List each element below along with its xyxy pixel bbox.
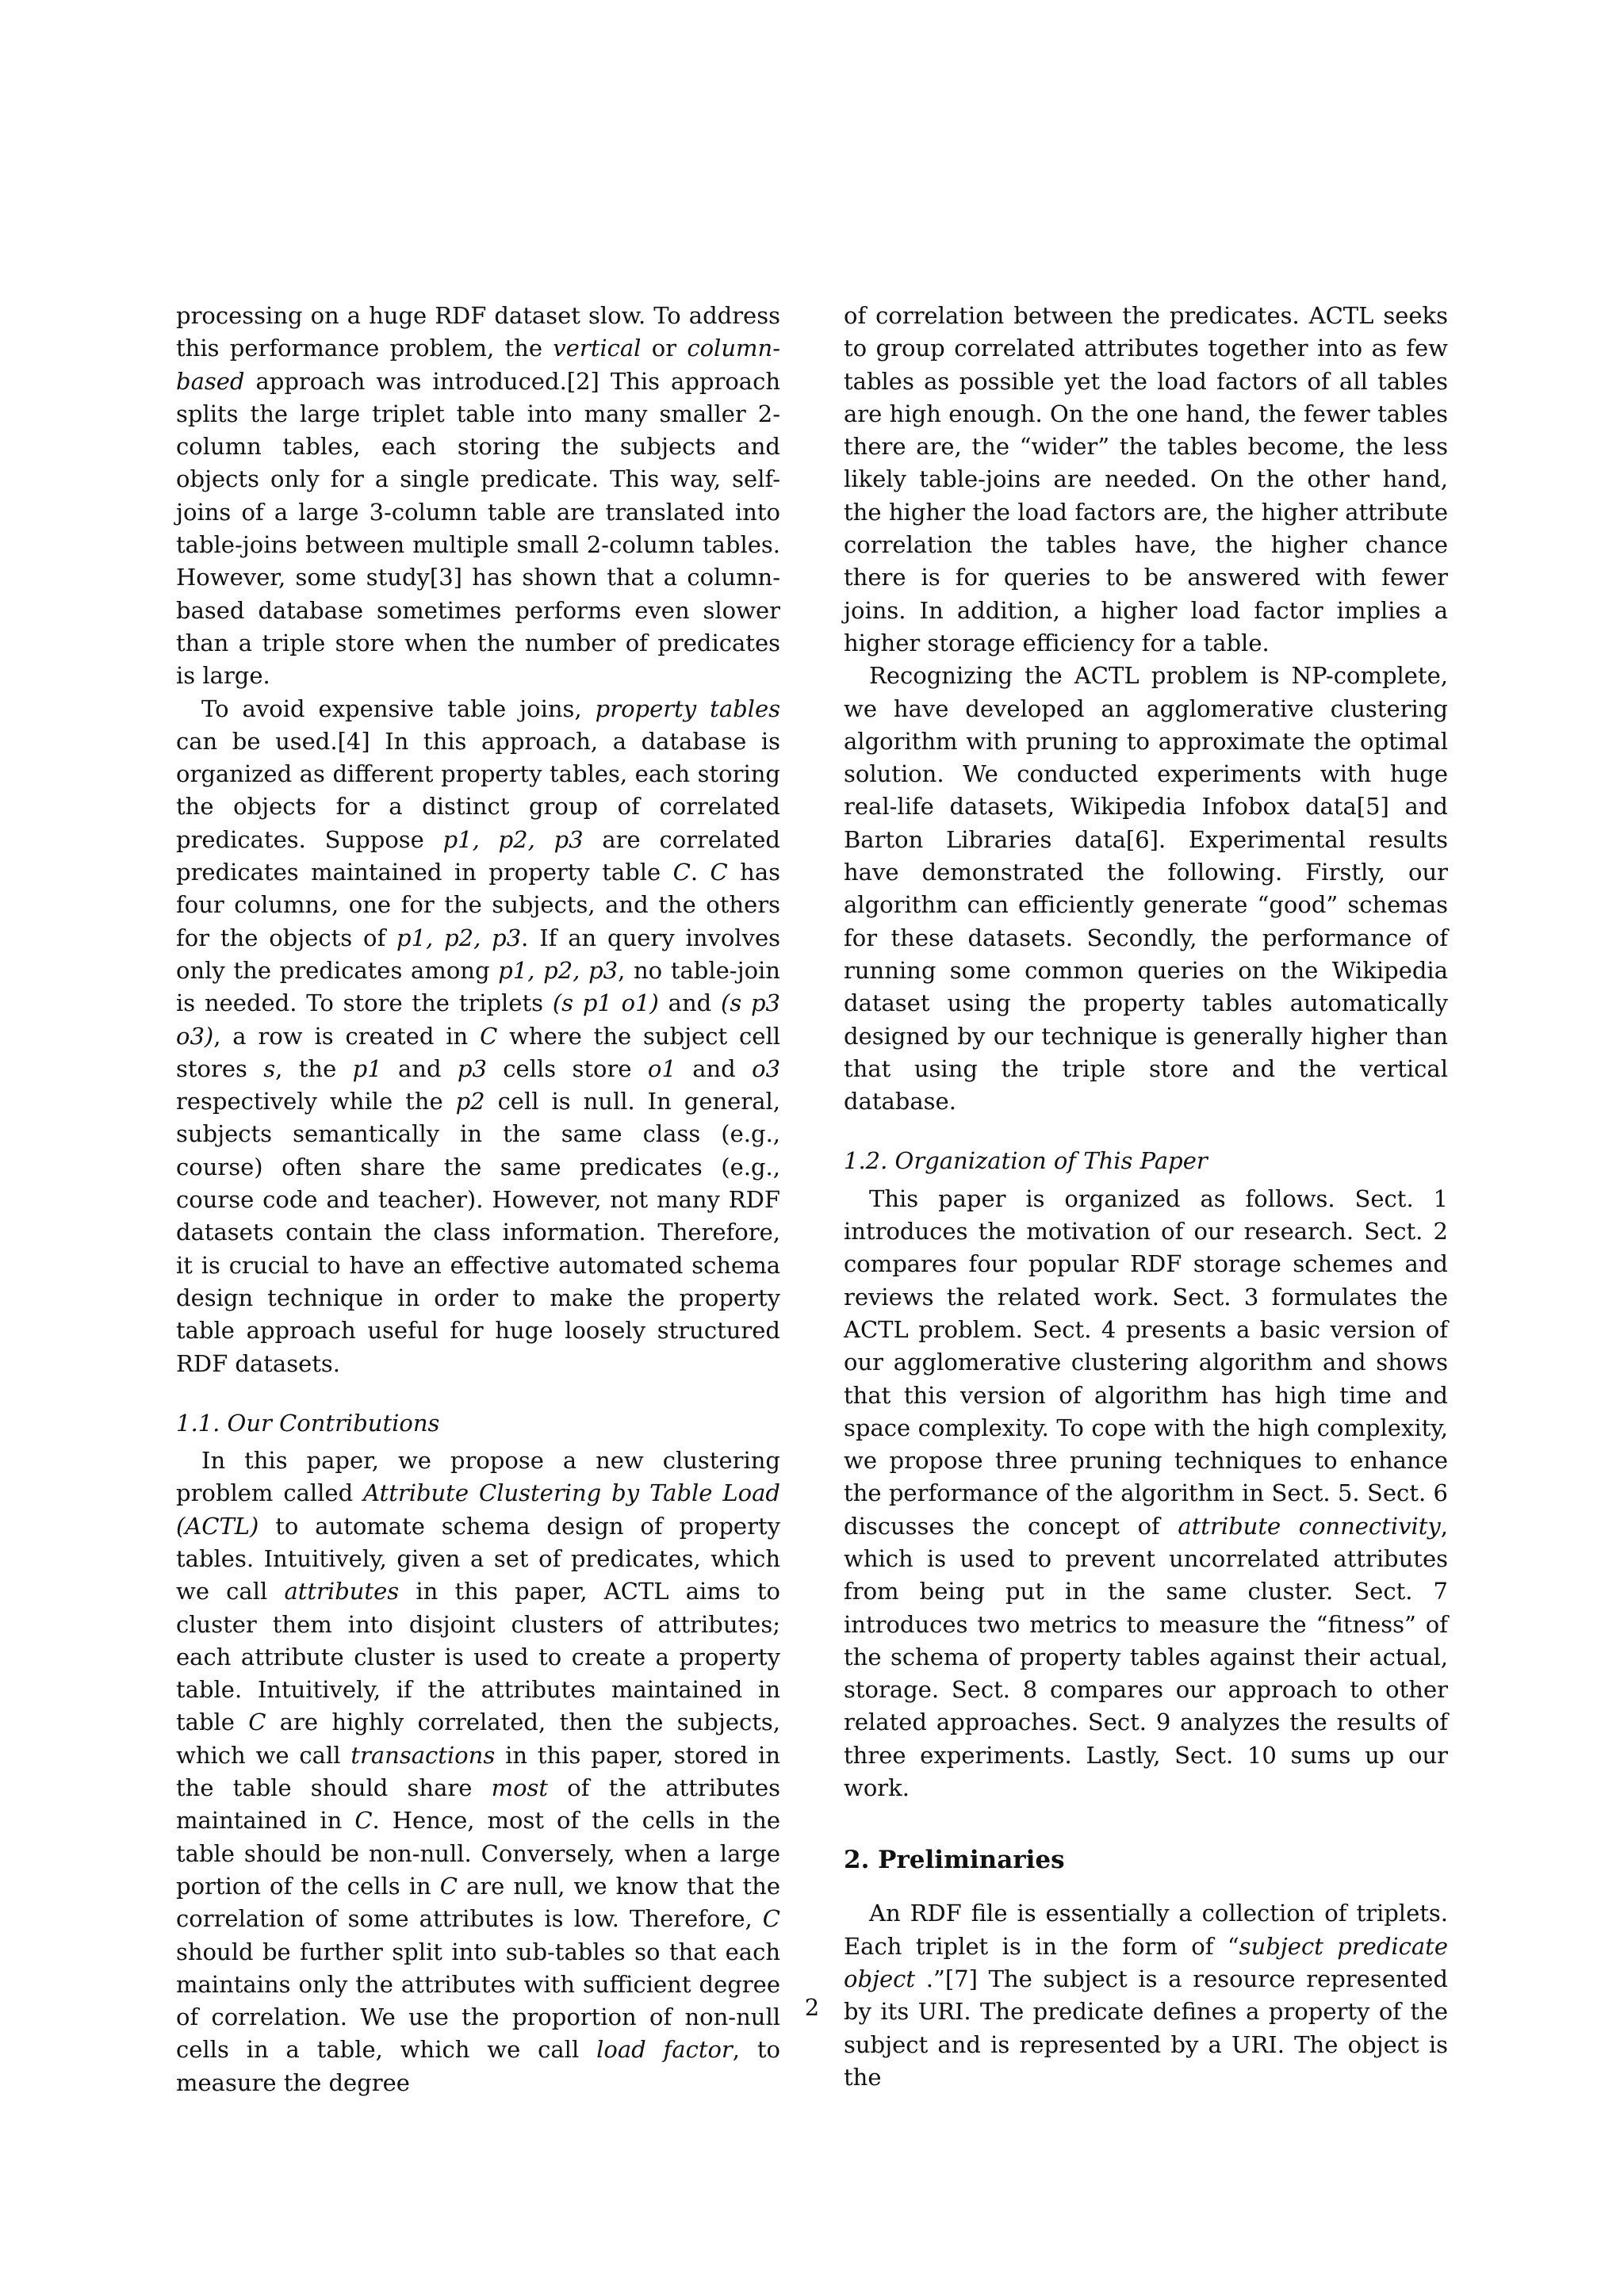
paragraph-vertical-approach: processing on a huge RDF dataset slow. To address this performance problem, the vertical or column-based approach was introduced.[2] This approach splits the large triplet table into many smaller 2-column tables, each storing the subjects and objects only for a single predicate. This way, self-joins of a large 3-column table are translated into table-joins between multiple small 2-column tables. However, some study[3] has shown that a column-based database sometimes performs even slower than a triple store when the number of predicates is large. bbox=[176, 302, 780, 690]
paragraph-actl-goals: of correlation between the predicates. ACTL seeks to group correlated attributes together into as few tables as possible yet the load factors of all tables are high enough. On the one hand, the fewer tables there are, the “wider” the tables become, the less likely table-joins are needed. On the other hand, the higher the load factors are, the higher attribute correlation the tables have, the higher chance there is for queries to be answered with fewer joins. In addition, a higher load factor implies a higher storage efficiency for a table. bbox=[844, 302, 1448, 656]
subsection-heading-organization: 1.2. Organization of This Paper bbox=[844, 1147, 1208, 1175]
paragraph-np-complete: Recognizing the ACTL problem is NP-complete, we have developed an agglomerative clustering algorithm with pruning to approximate the optimal solution. We conducted experiments with huge real-life datasets, Wikipedia Infobox data[5] and Barton Libraries data[6]. Experimental results have demonstrated the following. Firstly, our algorithm can efficiently generate “good” schemas for these datasets. Secondly, the performance of running some common queries on the Wikipedia dataset using the property tables automatically designed by our technique is generally higher than that using the triple store and the vertical database. bbox=[844, 662, 1448, 1115]
paragraph-rdf-triplets: An RDF file is essentially a collection of triplets. Each triplet is in the form of “subject predicate object .”[7] The subject is a resource represented by its URI. The predicate defines a property of the subject and is represented by a URI. The object is the bbox=[844, 1900, 1448, 2091]
paragraph-actl-problem: In this paper, we propose a new clustering problem called Attribute Clustering by Table Load (ACTL) to automate schema design of property tables. Intuitively, given a set of predicates, which we call attributes in this paper, ACTL aims to cluster them into disjoint clusters of attributes; each attribute cluster is used to create a property table. Intuitively, if the attributes maintained in table C are highly correlated, then the subjects, which we call transactions in this paper, stored in the table should share most of the attributes maintained in C. Hence, most of the cells in the table should be non-null. Conversely, when a large portion of the cells in C are null, we know that the correlation of some attributes is low. Therefore, C should be further split into sub-tables so that each maintains only the attributes with sufficient degree of correlation. We use the proportion of non-null cells in a table, which we call load factor, to measure the degree bbox=[176, 1447, 780, 2096]
left-column bbox=[176, 300, 780, 2099]
paragraph-organization: This paper is organized as follows. Sect. 1 introduces the motivation of our research. Sect. 2 compares four popular RDF storage schemes and reviews the related work. Sect. 3 formulates the ACTL problem. Sect. 4 presents a basic version of our agglomerative clustering algorithm and shows that this version of algorithm has high time and space complexity. To cope with the high complexity, we propose three pruning techniques to enhance the performance of the algorithm in Sect. 5. Sect. 6 discusses the concept of attribute connectivity, which is used to prevent uncorrelated attributes from being put in the same cluster. Sect. 7 introduces two metrics to measure the “fitness” of the schema of property tables against their actual, storage. Sect. 8 compares our approach to other related approaches. Sect. 9 analyzes the results of three experiments. Lastly, Sect. 10 sums up our work. bbox=[844, 1184, 1449, 1802]
paragraph-property-tables: To avoid expensive table joins, property tables can be used.[4] In this approach, a database is organized as different property tables, each storing the objects for a distinct group of correlated predicates. Suppose p1, p2, p3 are correlated predicates maintained in property table C. C has four columns, one for the subjects, and the others for the objects of p1, p2, p3. If an query involves only the predicates among p1, p2, p3, no table-join is needed. To store the triplets (s p1 o1) and (s p3 o3), a row is created in C where the subject cell stores s, the p1 and p3 cells store o1 and o3 respectively while the p2 cell is null. In general, subjects semantically in the same class (e.g., course) often share the same predicates (e.g., course code and teacher). However, not many RDF datasets contain the class information. Therefore, it is crucial to have an effective automated schema design technique in order to make the property table approach useful for huge loosely structured RDF datasets. bbox=[176, 695, 781, 1377]
subsection-heading-contributions: 1.1. Our Contributions bbox=[176, 1409, 440, 1437]
right-column bbox=[844, 300, 1448, 2094]
section-heading-preliminaries: 2. Preliminaries bbox=[844, 1846, 1065, 1875]
page-number: 2 bbox=[804, 1994, 820, 2021]
